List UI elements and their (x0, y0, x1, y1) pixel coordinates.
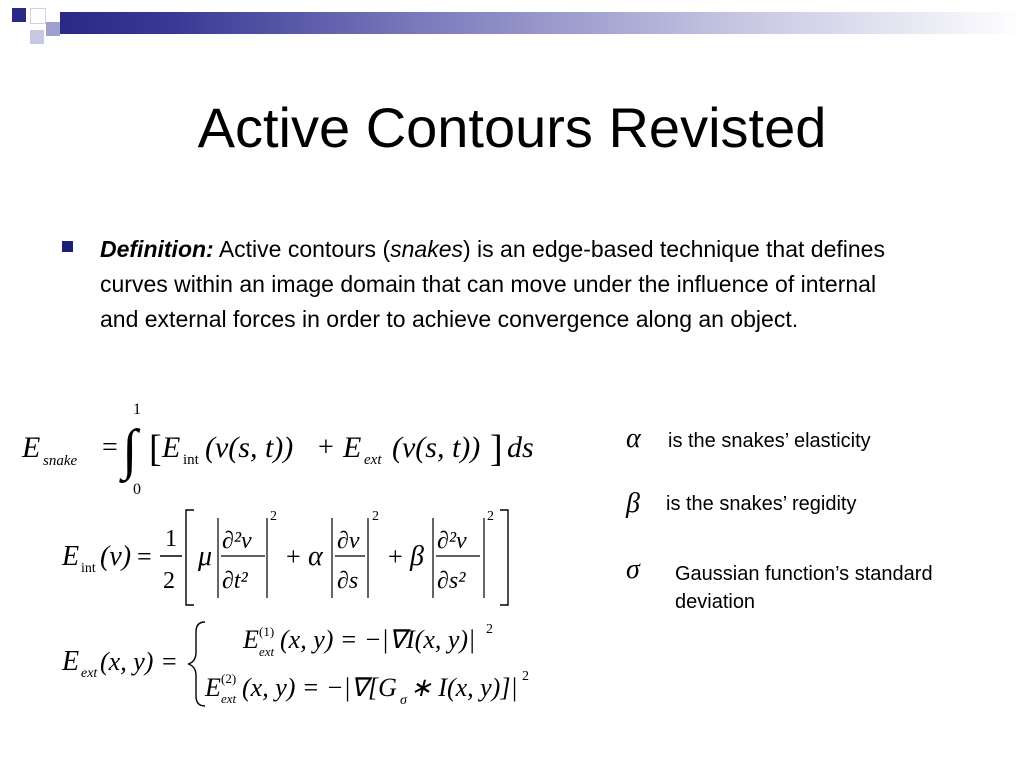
beta-symbol: β (626, 488, 640, 519)
eq1-int-sub: int (183, 452, 199, 468)
eq2-alpha: α (308, 541, 323, 572)
eq3-lhs-arg: (x, y) (100, 647, 154, 676)
eq2-equals: = (137, 542, 152, 571)
sigma-symbol: σ (626, 554, 640, 585)
eq1-ds: ds (507, 431, 534, 464)
legend-text-beta: is the snakes’ regidity (666, 493, 857, 515)
eq1-lhs-E: E (22, 431, 41, 464)
eq1-equals: = (102, 432, 118, 463)
eq2-lhs-arg: (v) (100, 541, 132, 572)
eq3-case1-sup: (1) (259, 624, 275, 639)
eq2-frac-den: 2 (163, 568, 175, 594)
eq2-d2v: ∂²v (222, 528, 252, 554)
eq1-integral: ∫ (122, 419, 138, 481)
eq2-left-bracket (186, 510, 194, 605)
eq2-plus-1: + (286, 542, 301, 571)
eq1-upper-limit: 1 (133, 401, 141, 418)
eq2-d2v-b: ∂²v (437, 528, 467, 554)
eq2-dt2: ∂t² (222, 568, 248, 594)
eq3-case2-square: 2 (522, 669, 529, 684)
eq1-plus: + (318, 432, 334, 463)
eq3-brace (188, 622, 205, 706)
eq3-equals: = (162, 647, 177, 676)
eq2-ds2: ∂s² (437, 568, 466, 594)
eq1-args-1: (v(s, t)) (205, 431, 294, 464)
eq2-square: 2 (270, 509, 277, 524)
eq2-plus-2: + (388, 542, 403, 571)
eq3-case2-sub: ext (221, 691, 237, 706)
eq2-square: 2 (372, 509, 379, 524)
eq2-mu: μ (198, 541, 213, 572)
eq1-open-bracket: [ (149, 428, 162, 470)
eq3-case2-sigma: σ (400, 693, 407, 708)
eq1-E-int: E (162, 431, 181, 464)
eq3-case1-sub: ext (259, 644, 275, 659)
definition-emphasis: snakes (390, 236, 463, 262)
equation-external-energy (61, 622, 529, 708)
eq2-right-bracket (500, 510, 508, 605)
equation-internal-energy (61, 509, 508, 605)
eq3-case2-sup: (2) (221, 671, 237, 686)
eq1-close-bracket: ] (490, 428, 503, 470)
eq2-beta: β (410, 541, 424, 572)
definition-part-1: Active contours ( (213, 236, 391, 262)
eq3-case2-rhs: (x, y) = −|∇[G (242, 673, 397, 702)
eq2-lhs-E: E (62, 541, 80, 572)
eq3-case1-square: 2 (486, 622, 493, 637)
eq3-case2-tail: ∗ I(x, y)]| (410, 673, 518, 702)
eq1-E-ext: E (343, 431, 362, 464)
eq1-args-2: (v(s, t)) (392, 431, 481, 464)
eq3-lhs-sub: ext (81, 666, 98, 681)
eq1-ext-sub: ext (364, 452, 382, 468)
eq1-lhs-sub: snake (43, 453, 78, 469)
legend-text-sigma: Gaussian function’s standard deviation (675, 563, 933, 613)
eq3-lhs-E: E (62, 646, 80, 677)
definition-part-2: ) is an edge-based technique that defines curves within an image domain that can move under the influence of internal and external forces in order to achieve convergence along an object. (100, 236, 885, 332)
slide-title: Active Contours Revisted (197, 96, 827, 159)
eq2-dv: ∂v (337, 528, 360, 554)
eq2-frac-num: 1 (165, 526, 177, 552)
legend-text-alpha: is the snakes’ elasticity (668, 430, 871, 452)
eq3-case2-E: E (205, 673, 221, 702)
eq1-lower-limit: 0 (133, 481, 141, 498)
eq2-lhs-sub: int (81, 561, 96, 576)
equation-snake-energy (21, 401, 534, 498)
eq3-case1-E: E (243, 625, 259, 654)
eq3-case1-rhs: (x, y) = −|∇I(x, y)| (280, 625, 476, 654)
eq2-ds: ∂s (337, 568, 359, 594)
eq2-square: 2 (487, 509, 494, 524)
definition-lead: Definition: (100, 236, 214, 262)
alpha-symbol: α (626, 423, 641, 454)
